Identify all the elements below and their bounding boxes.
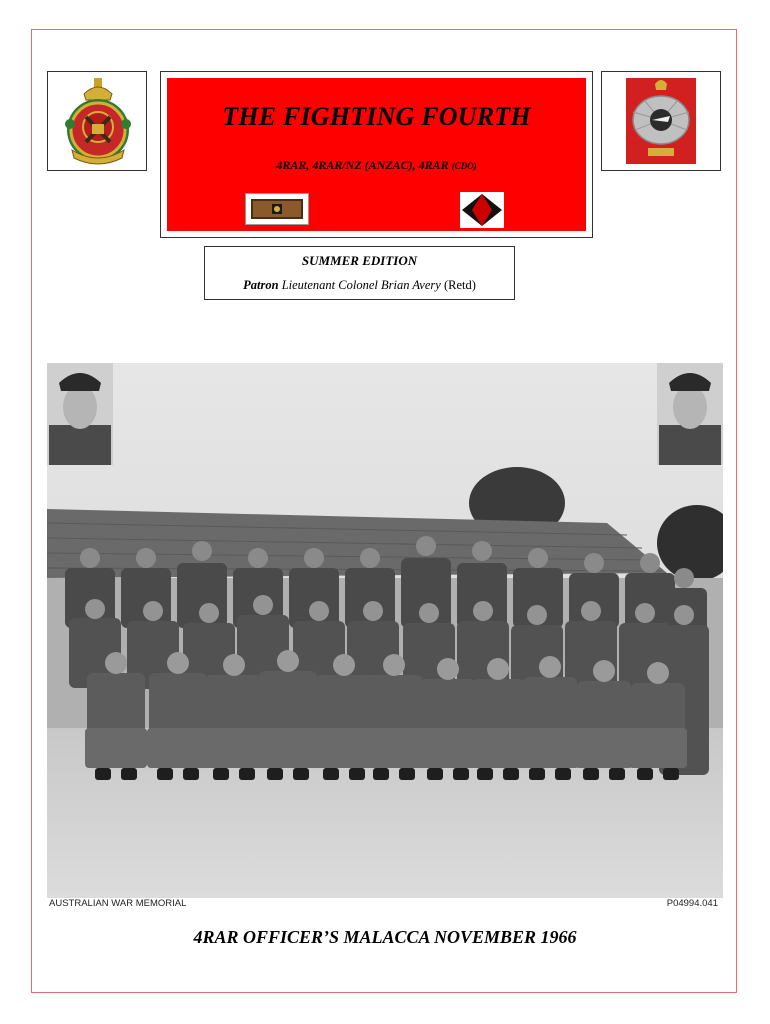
right-badge-box <box>601 71 721 171</box>
edition-label: SUMMER EDITION <box>301 253 418 268</box>
regimental-crest-icon <box>48 72 148 172</box>
patron-name: Lieutenant Colonel Brian Avery <box>281 278 441 292</box>
inset-portrait-left <box>47 363 113 465</box>
patron-label: Patron <box>243 278 279 292</box>
title-banner <box>160 71 593 238</box>
patron-suffix: (Retd) <box>440 278 476 292</box>
edition-box <box>204 246 515 300</box>
page-title: THE FIGHTING FOURTH <box>222 102 531 131</box>
group-photo-image <box>47 363 723 898</box>
medal-ribbon-icon <box>245 193 309 225</box>
unit-subtitle-main: 4RAR, 4RAR/NZ (ANZAC), 4RAR <box>276 158 452 172</box>
photo-caption: 4RAR OFFICER’S MALACCA NOVEMBER 1966 <box>193 927 577 947</box>
title-banner-fill <box>167 78 586 231</box>
unit-diamond-icon <box>460 192 504 228</box>
inset-portrait-right <box>657 363 723 465</box>
group-photo <box>47 363 723 898</box>
commando-badge-icon <box>602 72 720 170</box>
photo-credit-id: P04994.041 <box>666 898 718 909</box>
photo-credit-source: AUSTRALIAN WAR MEMORIAL <box>49 898 187 909</box>
unit-subtitle <box>167 158 586 173</box>
unit-subtitle-small: (CDO) <box>451 161 477 171</box>
patron-line <box>205 278 514 293</box>
left-crest-box <box>47 71 147 171</box>
